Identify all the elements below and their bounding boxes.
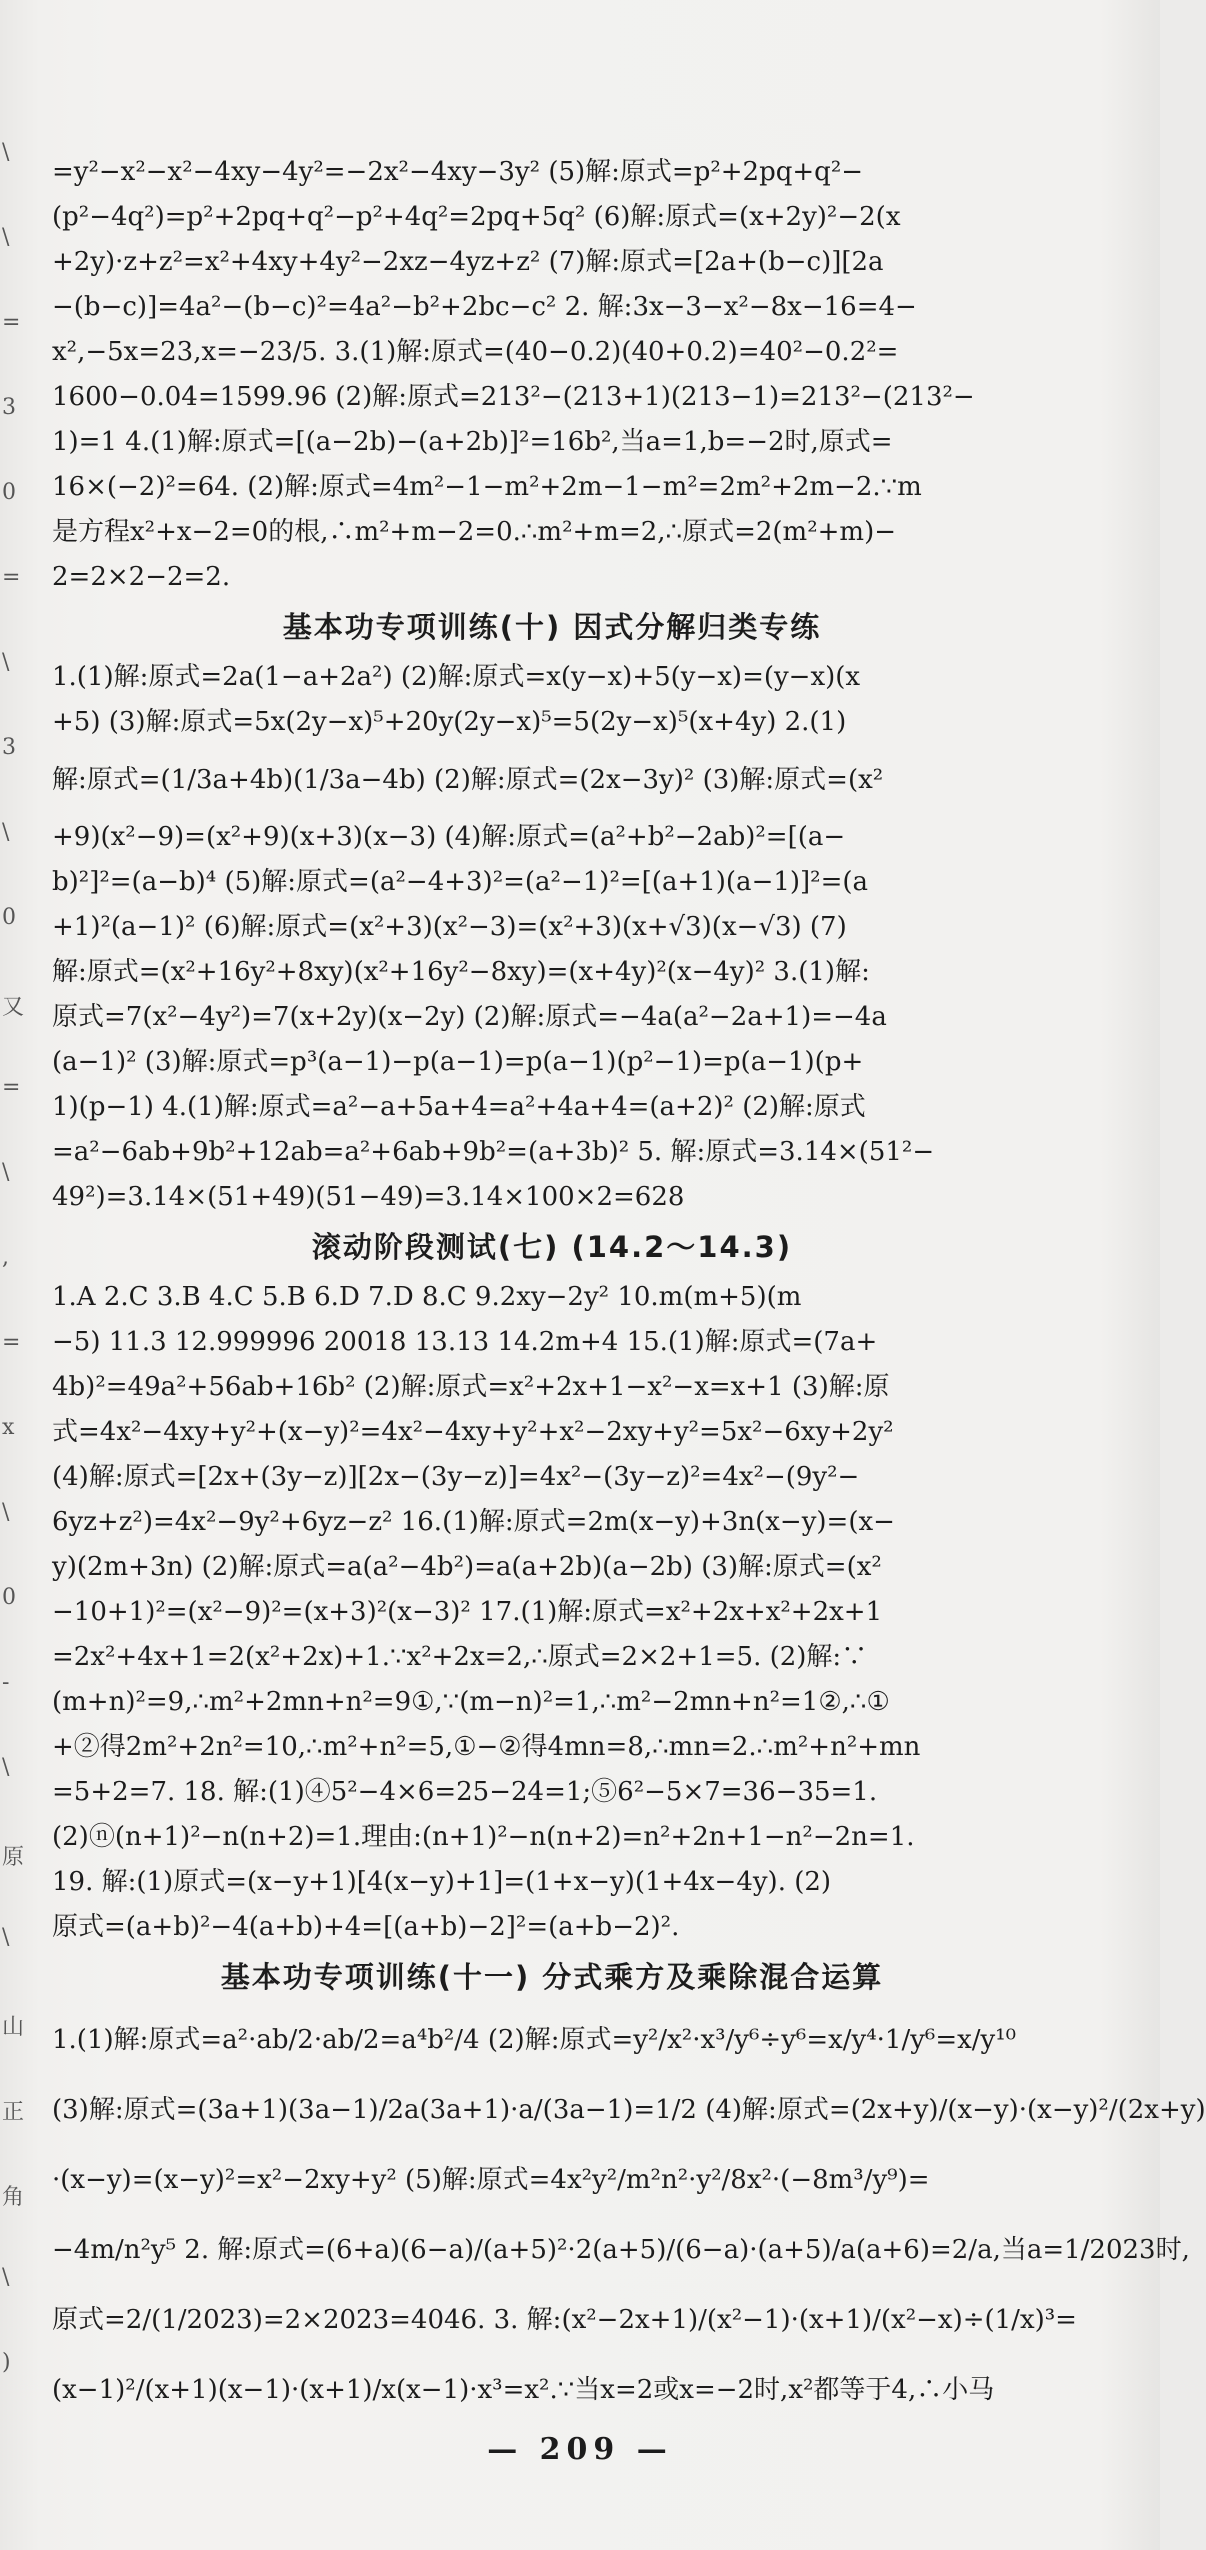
margin-mark: 3	[2, 395, 16, 420]
text-line: (3)解:原式=(3a+1)(3a−1)/2a(3a+1)·a/(3a−1)=1/2 (4)解:原式=(2x+y)/(x−y)·(x−y)²/(2x+y)	[52, 2095, 1206, 2125]
margin-mark: -	[2, 1670, 10, 1695]
text-line: −4m/n²y⁵ 2. 解:原式=(6+a)(6−a)/(a+5)²·2(a+5)/(6−a)·(a+5)/a(a+6)=2/a,当a=1/2023时,	[52, 2235, 1190, 2265]
margin-mark: ,	[2, 1245, 9, 1270]
text-line: (a−1)² (3)解:原式=p³(a−1)−p(a−1)=p(a−1)(p²−1)=p(a−1)(p+	[52, 1047, 864, 1077]
text-line: 6yz+z²)=4x²−9y²+6yz−z² 16.(1)解:原式=2m(x−y)+3n(x−y)=(x−	[52, 1507, 895, 1537]
margin-mark: \	[2, 140, 10, 165]
text-line: (p²−4q²)=p²+2pq+q²−p²+4q²=2pq+5q² (6)解:原式=(x+2y)²−2(x	[52, 202, 901, 232]
section-heading: 基本功专项训练(十) 因式分解归类专练	[282, 610, 822, 644]
text-line: 1.A 2.C 3.B 4.C 5.B 6.D 7.D 8.C 9.2xy−2y² 10.m(m+5)(m	[52, 1282, 802, 1312]
section-heading: 基本功专项训练(十一) 分式乘方及乘除混合运算	[220, 1960, 884, 1994]
margin-mark: 0	[2, 480, 16, 505]
page-number: — 209 —	[487, 2432, 673, 2467]
text-line: =2x²+4x+1=2(x²+2x)+1.∵x²+2x=2,∴原式=2×2+1=5. (2)解:∵	[52, 1642, 868, 1672]
answer-text-content	[52, 150, 1206, 2425]
text-line: 1)(p−1) 4.(1)解:原式=a²−a+5a+4=a²+4a+4=(a+2)² (2)解:原式	[52, 1092, 866, 1122]
text-line: (x−1)²/(x+1)(x−1)·(x+1)/x(x−1)·x³=x².∵当x=2或x=−2时,x²都等于4,∴小马	[52, 2375, 995, 2405]
text-line: b)²]²=(a−b)⁴ (5)解:原式=(a²−4+3)²=(a²−1)²=[(a+1)(a−1)]²=(a	[52, 867, 869, 897]
text-line: +1)²(a−1)² (6)解:原式=(x²+3)(x²−3)=(x²+3)(x+√3)(x−√3) (7)	[52, 912, 847, 942]
margin-mark: \	[2, 820, 10, 845]
text-line: +5) (3)解:原式=5x(2y−x)⁵+20y(2y−x)⁵=5(2y−x)⁵(x+4y) 2.(1)	[52, 707, 847, 737]
text-line: 原式=(a+b)²−4(a+b)+4=[(a+b)−2]²=(a+b−2)².	[52, 1912, 680, 1942]
margin-mark: \	[2, 2265, 10, 2290]
margin-mark: =	[2, 310, 21, 335]
margin-mark: \	[2, 650, 10, 675]
margin-mark: \	[2, 1755, 10, 1780]
text-line: =5+2=7. 18. 解:(1)④5²−4×6=25−24=1;⑤6²−5×7=36−35=1.	[52, 1777, 878, 1807]
text-line: =a²−6ab+9b²+12ab=a²+6ab+9b²=(a+3b)² 5. 解:原式=3.14×(51²−	[52, 1137, 935, 1167]
text-line: +2y)·z+z²=x²+4xy+4y²−2xz−4yz+z² (7)解:原式=[2a+(b−c)][2a	[52, 247, 884, 277]
text-line: +②得2m²+2n²=10,∴m²+n²=5,①−②得4mn=8,∴mn=2.∴m²+n²+mn	[52, 1732, 921, 1762]
text-line: (4)解:原式=[2x+(3y−z)][2x−(3y−z)]=4x²−(3y−z)²=4x²−(9y²−	[52, 1462, 860, 1492]
margin-mark: =	[2, 565, 21, 590]
margin-mark: \	[2, 1500, 10, 1525]
margin-mark: 0	[2, 1585, 16, 1610]
text-line: 49²)=3.14×(51+49)(51−49)=3.14×100×2=628	[52, 1182, 685, 1212]
margin-mark: 原	[2, 1845, 25, 1870]
text-line: −10+1)²=(x²−9)²=(x+3)²(x−3)² 17.(1)解:原式=x²+2x+x²+2x+1	[52, 1597, 883, 1627]
margin-mark: =	[2, 1075, 21, 1100]
margin-mark: 3	[2, 735, 16, 760]
margin-mark: \	[2, 1925, 10, 1950]
text-line: 1600−0.04=1599.96 (2)解:原式=213²−(213+1)(213−1)=213²−(213²−	[52, 382, 975, 412]
text-line: 1.(1)解:原式=a²·ab/2·ab/2=a⁴b²/4 (2)解:原式=y²/x²·x³/y⁶÷y⁶=x/y⁴·1/y⁶=x/y¹⁰	[52, 2025, 1017, 2055]
text-line: 2=2×2−2=2.	[52, 562, 231, 592]
text-line: −(b−c)]=4a²−(b−c)²=4a²−b²+2bc−c² 2. 解:3x−3−x²−8x−16=4−	[52, 292, 917, 322]
margin-mark: \	[2, 225, 10, 250]
text-line: ·(x−y)=(x−y)²=x²−2xy+y² (5)解:原式=4x²y²/m²n²·y²/8x²·(−8m³/y⁹)=	[52, 2165, 930, 2195]
text-line: =y²−x²−x²−4xy−4y²=−2x²−4xy−3y² (5)解:原式=p²+2pq+q²−	[52, 157, 864, 187]
text-line: (2)ⓝ(n+1)²−n(n+2)=1.理由:(n+1)²−n(n+2)=n²+2n+1−n²−2n=1.	[52, 1822, 915, 1852]
text-line: 1)=1 4.(1)解:原式=[(a−2b)−(a+2b)]²=16b²,当a=1,b=−2时,原式=	[52, 427, 893, 457]
section-heading: 滚动阶段测试(七) (14.2～14.3)	[311, 1230, 793, 1264]
text-line: 4b)²=49a²+56ab+16b² (2)解:原式=x²+2x+1−x²−x=x+1 (3)解:原	[52, 1372, 890, 1402]
text-line: 原式=2/(1/2023)=2×2023=4046. 3. 解:(x²−2x+1)/(x²−1)·(x+1)/(x²−x)÷(1/x)³=	[52, 2305, 1077, 2335]
text-line: (m+n)²=9,∴m²+2mn+n²=9①,∵(m−n)²=1,∴m²−2mn+n²=1②,∴①	[52, 1687, 890, 1717]
margin-mark: 又	[2, 995, 25, 1020]
margin-mark: =	[2, 1330, 21, 1355]
text-line: 16×(−2)²=64. (2)解:原式=4m²−1−m²+2m−1−m²=2m²+2m−2.∵m	[52, 472, 922, 502]
text-line: +9)(x²−9)=(x²+9)(x+3)(x−3) (4)解:原式=(a²+b²−2ab)²=[(a−	[52, 822, 846, 852]
text-line: 原式=7(x²−4y²)=7(x+2y)(x−2y) (2)解:原式=−4a(a²−2a+1)=−4a	[52, 1002, 887, 1032]
text-line: 19. 解:(1)原式=(x−y+1)[4(x−y)+1]=(1+x−y)(1+4x−4y). (2)	[52, 1867, 832, 1897]
text-line: 1.(1)解:原式=2a(1−a+2a²) (2)解:原式=x(y−x)+5(y−x)=(y−x)(x	[52, 662, 861, 692]
text-line: −5) 11.3 12.999996 20018 13.13 14.2m+4 15.(1)解:原式=(7a+	[52, 1327, 878, 1357]
text-line: x²,−5x=23,x=−23/5. 3.(1)解:原式=(40−0.2)(40+0.2)=40²−0.2²=	[52, 337, 899, 367]
margin-mark: 角	[2, 2185, 25, 2210]
margin-mark: 正	[2, 2100, 25, 2125]
margin-mark: \	[2, 1160, 10, 1185]
text-line: 式=4x²−4xy+y²+(x−y)²=4x²−4xy+y²+x²−2xy+y²=5x²−6xy+2y²	[52, 1417, 894, 1447]
margin-mark: x	[2, 1415, 15, 1440]
text-line: 是方程x²+x−2=0的根,∴m²+m−2=0.∴m²+m=2,∴原式=2(m²+m)−	[52, 517, 896, 547]
margin-mark: )	[2, 2350, 11, 2375]
text-line: 解:原式=(x²+16y²+8xy)(x²+16y²−8xy)=(x+4y)²(x−4y)² 3.(1)解:	[52, 957, 870, 987]
margin-bleed-through	[2, 140, 25, 2440]
text-line: 解:原式=(1/3a+4b)(1/3a−4b) (2)解:原式=(2x−3y)² (3)解:原式=(x²	[52, 765, 884, 795]
text-line: y)(2m+3n) (2)解:原式=a(a²−4b²)=a(a+2b)(a−2b) (3)解:原式=(x²	[52, 1552, 882, 1582]
margin-mark: 0	[2, 905, 16, 930]
margin-mark: 山	[2, 2015, 25, 2040]
